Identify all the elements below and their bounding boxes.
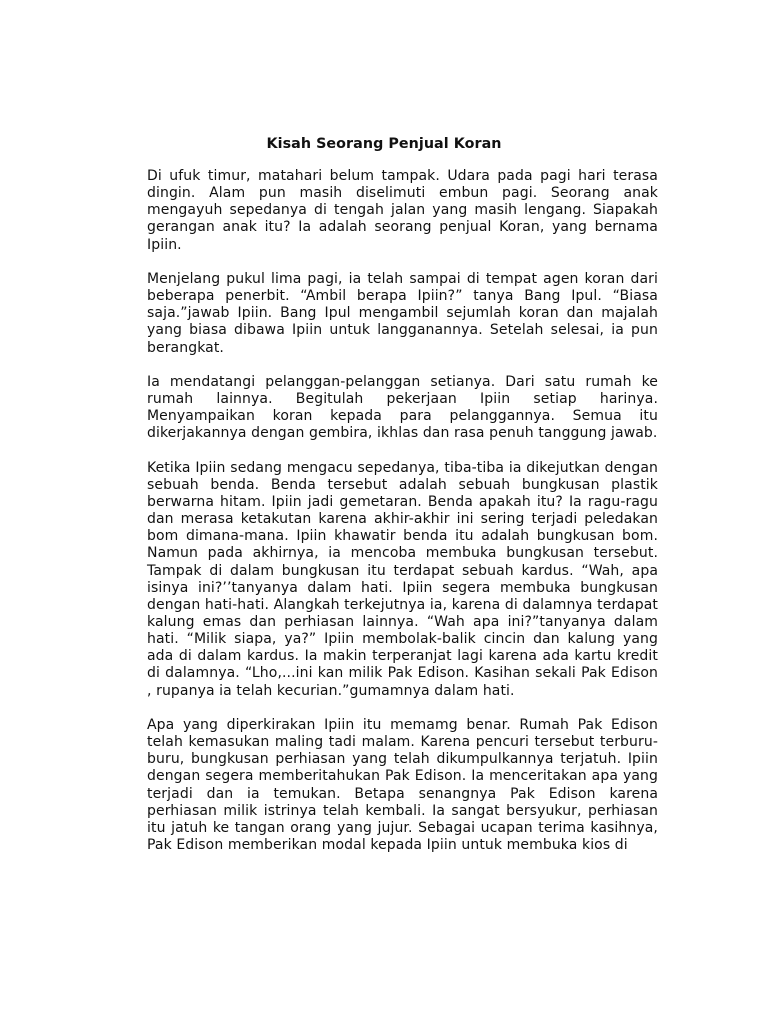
document-title: Kisah Seorang Penjual Koran [266,136,502,152]
paragraph-4: Ketika Ipiin sedang mengacu sepedanya, tiba-tiba ia dikejutkan dengan sebuah benda. Benda tersebut adalah sebuah bungkusan plastik berwarna hitam. Ipiin jadi gemetaran. Benda apakah itu? Ia ragu-ragu dan merasa ketakutan karena akhir-akhir ini sering terjadi peledakan bom dimana-mana. Ipiin khawatir benda itu adalah bungkusan bom. Namun pada akhirnya, ia mencoba membuka bungkusan tersebut. Tampak di dalam bungkusan itu terdapat sebuah kardus. “Wah, apa isinya ini?’’tanyanya dalam hati. Ipiin segera membuka bungkusan dengan hati-hati. Alangkah terkejutnya ia, karena di dalamnya terdapat kalung emas dan perhiasan lainnya. “Wah apa ini?”tanyanya dalam hati. “Milik siapa, ya?” Ipiin membolak-balik cincin dan kalung yang ada di dalam kardus. Ia makin terperanjat lagi karena ada kartu kredit di dalamnya. “Lho,...ini kan milik Pak Edison. Kasihan sekali Pak Edison , rupanya ia telah kecurian.”gumamnya dalam hati. [147,459,658,699]
paragraph-3: Ia mendatangi pelanggan-pelanggan setianya. Dari satu rumah ke rumah lainnya. Begitulah pekerjaan Ipiin setiap harinya. Menyampaikan koran kepada para pelanggannya. Semua itu dikerjakannya dengan gembira, ikhlas dan rasa penuh tanggung jawab. [147,373,658,442]
paragraph-5: Apa yang diperkirakan Ipiin itu memamg benar. Rumah Pak Edison telah kemasukan maling tadi malam. Karena pencuri tersebut terburu-buru, bungkusan perhiasan yang telah dikumpulkannya terjatuh. Ipiin dengan segera memberitahukan Pak Edison. Ia menceritakan apa yang terjadi dan ia temukan. Betapa senangnya Pak Edison karena perhiasan milik istrinya telah kembali. Ia sangat bersyukur, perhiasan itu jatuh ke tangan orang yang jujur. Sebagai ucapan terima kasihnya, Pak Edison memberikan modal kepada Ipiin untuk membuka kios di [147,716,658,854]
paragraph-2: Menjelang pukul lima pagi, ia telah sampai di tempat agen koran dari beberapa penerbit. “Ambil berapa Ipiin?” tanya Bang Ipul. “Biasa saja.”jawab Ipiin. Bang Ipul mengambil sejumlah koran dan majalah yang biasa dibawa Ipiin untuk langganannya. Setelah selesai, ia pun berangkat. [147,270,658,356]
paragraph-1: Di ufuk timur, matahari belum tampak. Udara pada pagi hari terasa dingin. Alam pun masih diselimuti embun pagi. Seorang anak mengayuh sepedanya di tengah jalan yang masih lengang. Siapakah gerangan anak itu? Ia adalah seorang penjual Koran, yang bernama Ipiin. [147,168,658,253]
document-body [147,168,658,854]
